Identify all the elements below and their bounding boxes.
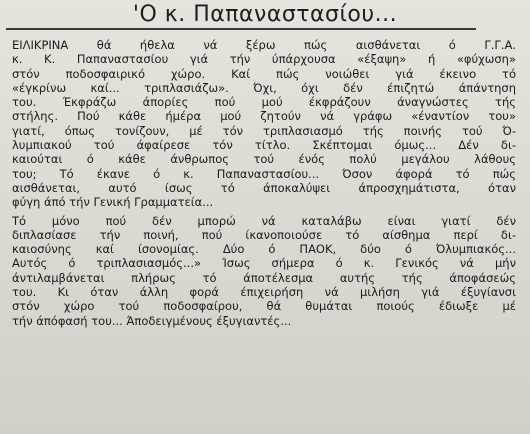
paragraph-1 [12,38,516,210]
article-body [12,38,516,328]
paragraph-2 [12,214,516,328]
text-line: του. Κι όταν άλλη φορά έπιχειρήση νά μιλήση γιά έξυγίανσι [12,285,516,300]
text-line: καιοσύνης καί ίσονομίας. Δύο ό ΠΑΟΚ, δύο ό Όλυμπιακός... [12,242,516,257]
text-line: του; Τό έκανε ό κ. Παπαναστασίου... Όσον άφορά τό πώς [12,166,516,181]
article-title: 'Ο κ. Παπαναστασίου... [132,2,398,27]
text-line: διπλασίασε τήν ποινή, πού ίκανοποιούσε τό αίσθημα περί δι- [12,227,516,242]
text-line: κ. Κ. Παπαναστασίου γιά τήν ύπάρχουσα «έξαψη» ή «φύχωση» [12,52,516,67]
text-line: τήν άπόφασή του... Άποδειγμένους έξυγιαντές... [12,313,292,328]
text-line: «έγκρίνω καί... τριπλασιάζω». Όχι, όχι δέν έπιζητώ άπάντηση [12,80,516,95]
text-line: Αυτός ό τριπλασιασμός...» Ίσως σήμερα ό κ. Γενικός νά μήν [12,256,516,271]
text-line: του. Έκφράζω άπορίες πού μού έκφράζουν άναγνώστες τής [12,95,516,110]
text-line: στόν χώρο τού ποδοσφαίρου, θά θυμάται ποιούς έδιωξε μέ [12,299,516,314]
text-line: λυμπιακού τού άφαίρεσε τόν τίτλο. Σκέπτομαι όμως... Δέν δι- [12,138,516,153]
title-underline [6,28,476,30]
text-line: στόν ποδοσφαιρικό χώρο. Καί πώς νοιώθει γιά έκεινο τό [12,66,516,81]
text-line: στήλης. Πού κάθε ήμέρα μού ζητούν νά γράφω «έναντίον του» [12,109,516,124]
text-line: καιούται ό κάθε άνθρωπος τού ένός πολύ μεγάλου λάθους [12,152,516,167]
text-line: φύγη άπό τήν Γενική Γραμματεία... [12,195,214,210]
text-line: γιατί, όπως τονίζουν, μέ τόν τριπλασιασμό τής ποινής τού Ό- [12,123,516,138]
text-line: ΕΙΛΙΚΡΙΝΑ θά ήθελα νά ξέρω πώς αισθάνεται ό Γ.Γ.Α. [12,38,516,52]
text-line: Τό μόνο πού δέν μπορώ νά καταλάβω είναι γιατί δέν [12,213,516,228]
text-line: άντιλαμβάνεται πλήρως τό άποτέλεσμα αυτής τής άποφάσεώς [12,270,516,285]
text-line: αισθάνεται, αυτό ίσως τό άποκαλύψει άπροσχημάτιστα, όταν [12,180,516,195]
